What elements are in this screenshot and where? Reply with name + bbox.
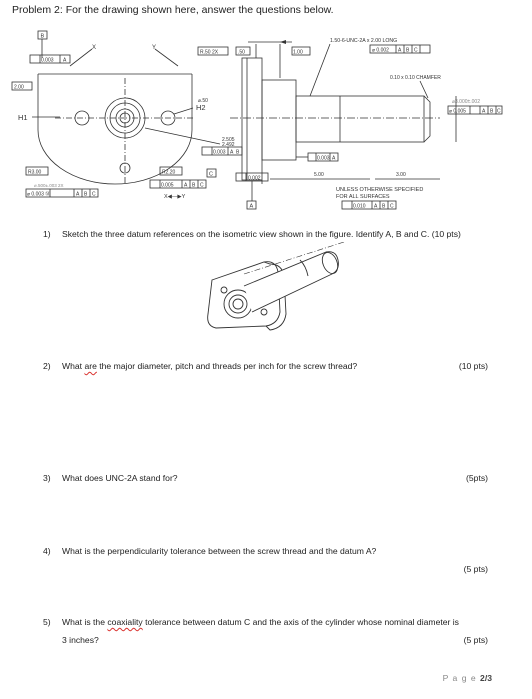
svg-text:0.10 x 0.10 CHAMFER: 0.10 x 0.10 CHAMFER (390, 75, 441, 81)
svg-text:R3.00: R3.00 (28, 169, 42, 176)
svg-text:C: C (390, 203, 394, 210)
question-1-number: 1) (43, 229, 51, 239)
svg-text:B: B (192, 182, 196, 189)
page-label: P a g e (442, 673, 477, 683)
isometric-view (204, 242, 354, 342)
svg-text:0.010: 0.010 (353, 203, 366, 210)
svg-text:.50: .50 (238, 49, 245, 56)
svg-text:0.003: 0.003 (317, 155, 330, 162)
page-title: Problem 2: For the drawing shown here, answer the questions below. (12, 4, 334, 16)
misspelled-word: are (84, 361, 97, 371)
question-4-points: (5 pts) (463, 564, 488, 574)
svg-text:A: A (184, 182, 188, 189)
question-4-text: What is the perpendicularity tolerance between the screw thread and the datum A? (62, 546, 377, 556)
svg-text:⌀ 0.002: ⌀ 0.002 (372, 47, 389, 54)
svg-text:B: B (490, 108, 494, 115)
question-5-number: 5) (43, 617, 51, 627)
svg-text:C: C (92, 191, 96, 198)
engineering-drawing (0, 18, 532, 218)
svg-text:0.005: 0.005 (161, 182, 174, 189)
question-5-text-line2: 3 inches? (62, 635, 99, 645)
question-2-number: 2) (43, 361, 51, 371)
svg-text:0.003: 0.003 (41, 57, 54, 64)
svg-text:1.00: 1.00 (293, 49, 303, 56)
question-2-text: What are the major diameter, pitch and threads per inch for the screw thread? (62, 361, 358, 371)
svg-text:3.00: 3.00 (396, 172, 406, 178)
svg-text:2.492: 2.492 (222, 142, 235, 148)
svg-text:B: B (236, 149, 240, 156)
question-3-points: (5pts) (466, 473, 488, 483)
datum-c-label: C (209, 171, 213, 178)
svg-text:A: A (482, 108, 486, 115)
y-label: Y (152, 45, 157, 51)
svg-text:R.50 2X: R.50 2X (200, 49, 219, 56)
svg-text:2.505: 2.505 (222, 137, 235, 143)
svg-text:0.002: 0.002 (248, 175, 261, 182)
datum-a-label: A (249, 203, 254, 210)
h2-label: H2 (196, 103, 206, 112)
svg-text:2.00: 2.00 (14, 84, 24, 91)
question-3-text: What does UNC-2A stand for? (62, 473, 178, 483)
question-5-points: (5 pts) (463, 635, 488, 645)
side-view-shaft (296, 96, 424, 142)
x-label: X (92, 45, 97, 51)
question-2-points: (10 pts) (458, 361, 488, 371)
svg-text:C: C (200, 182, 204, 189)
svg-text:B: B (84, 191, 88, 198)
thread-note: 1.50-6-UNC-2A x 2.00 LONG (330, 38, 398, 44)
question-4-number: 4) (43, 546, 51, 556)
svg-text:⌀.500±.003 2X: ⌀.500±.003 2X (34, 183, 64, 188)
page-number: 2/3 (480, 673, 492, 683)
svg-text:C: C (497, 108, 501, 115)
svg-text:UNLESS OTHERWISE SPECIFIED: UNLESS OTHERWISE SPECIFIED (336, 187, 424, 193)
svg-text:A: A (76, 191, 80, 198)
datum-b-label: B (40, 33, 45, 40)
svg-text:A: A (230, 149, 234, 156)
svg-text:5.00: 5.00 (314, 172, 324, 178)
svg-text:X◀—▶Y: X◀—▶Y (164, 194, 186, 200)
svg-text:A: A (374, 203, 378, 210)
svg-text:R2.20: R2.20 (162, 169, 176, 176)
question-5-text: What is the coaxiality tolerance between datum C and the axis of the cylinder whose nominal diameter is (62, 617, 459, 627)
svg-text:A: A (332, 155, 336, 162)
question-3-number: 3) (43, 473, 51, 483)
svg-text:⌀.50: ⌀.50 (198, 98, 208, 104)
question-1-text: Sketch the three datum references on the isometric view shown in the figure. Identify A, B and C. (10 pts) (62, 229, 461, 239)
svg-text:A: A (398, 47, 402, 54)
svg-text:0.003: 0.003 (213, 149, 226, 156)
svg-text:⌀3.000±.002: ⌀3.000±.002 (452, 99, 480, 105)
svg-text:A: A (63, 57, 67, 64)
svg-text:⌀ 0.005: ⌀ 0.005 (449, 108, 466, 115)
svg-text:FOR ALL SURFACES: FOR ALL SURFACES (336, 194, 390, 200)
svg-text:B: B (382, 203, 386, 210)
svg-text:C: C (414, 47, 418, 54)
svg-text:⌀ 0.003 Ⓜ: ⌀ 0.003 Ⓜ (27, 191, 51, 198)
svg-text:B: B (406, 47, 410, 54)
side-view-flange (242, 58, 262, 180)
h1-label: H1 (18, 113, 28, 122)
page-footer (443, 673, 492, 683)
misspelled-word: coaxiality (107, 617, 143, 627)
